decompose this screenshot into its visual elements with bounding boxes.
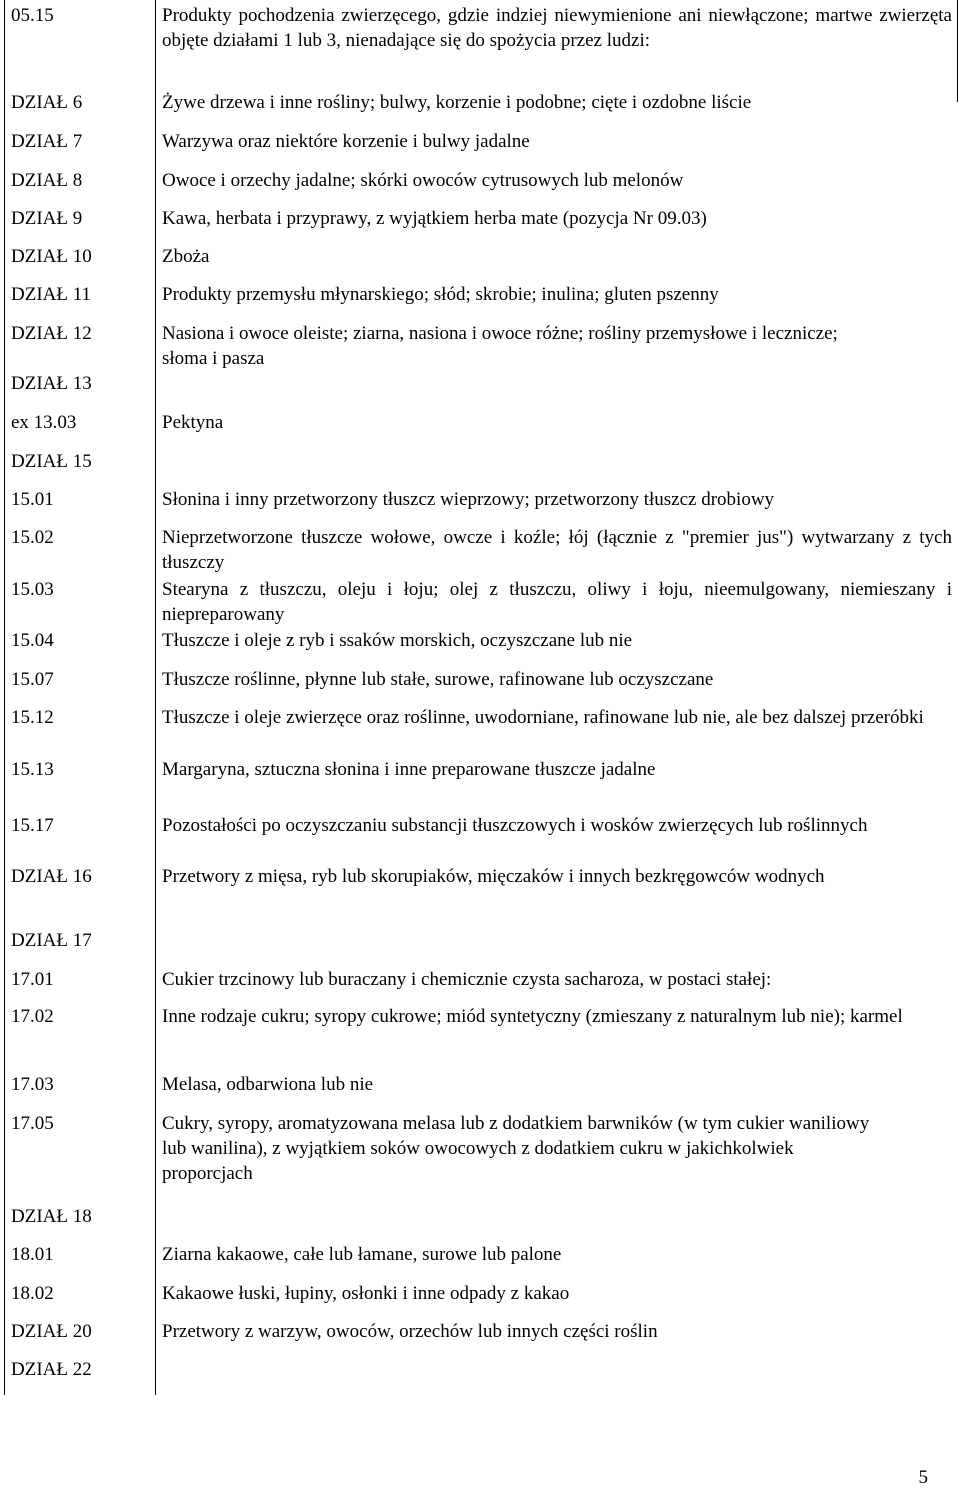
row-description: Cukier trzcinowy lub buraczany i chemicznie czysta sacharoza, w postaci stałej:: [162, 969, 772, 990]
row-code: 17.01: [11, 969, 54, 990]
row-description: Produkty pochodzenia zwierzęcego, gdzie indziej niewymienione ani niewłączone; martwe zwierzęta objęte działami 1 lub 3, nienadające się do spożycia przez ludzi:: [162, 5, 952, 51]
row-code: DZIAŁ 7: [11, 131, 83, 152]
row-code: DZIAŁ 6: [11, 92, 83, 113]
row-description: Owoce i orzechy jadalne; skórki owoców cytrusowych lub melonów: [162, 170, 684, 191]
row-code: 15.01: [11, 489, 54, 510]
row-code: DZIAŁ 18: [11, 1206, 92, 1227]
row-description: Kakaowe łuski, łupiny, osłonki i inne odpady z kakao: [162, 1283, 570, 1304]
row-code: 17.03: [11, 1074, 54, 1095]
table-border-left: [4, 0, 5, 1395]
row-code: DZIAŁ 20: [11, 1321, 92, 1342]
row-description: Cukry, syropy, aromatyzowana melasa lub z dodatkiem barwników (w tym cukier waniliowy lub wanilina), z wyjątkiem soków owocowych z dodatkiem cukru w jakichkolwiek proporcjach: [162, 1113, 870, 1184]
row-description: Stearyna z tłuszczu, oleju i łoju; olej z tłuszczu, oliwy i łoju, nieemulgowany, niemieszany i niepreparowany: [162, 579, 952, 625]
row-code: 15.04: [11, 630, 54, 651]
row-description: Inne rodzaje cukru; syropy cukrowe; miód syntetyczny (zmieszany z naturalnym lub nie); karmel: [162, 1006, 903, 1027]
row-code: DZIAŁ 13: [11, 373, 92, 394]
row-code: 15.03: [11, 579, 54, 600]
row-description: Pozostałości po oczyszczaniu substancji tłuszczowych i wosków zwierzęcych lub roślinnych: [162, 815, 868, 836]
row-description: Nieprzetworzone tłuszcze wołowe, owcze i koźle; łój (łącznie z "premier jus") wytwarzany z tych tłuszczy: [162, 527, 952, 573]
row-description: Kawa, herbata i przyprawy, z wyjątkiem herba mate (pozycja Nr 09.03): [162, 208, 707, 229]
row-code: DZIAŁ 11: [11, 284, 92, 305]
row-description: Przetwory z mięsa, ryb lub skorupiaków, mięczaków i innych bezkręgowców wodnych: [162, 866, 825, 887]
row-description: Produkty przemysłu młynarskiego; słód; skrobie; inulina; gluten pszenny: [162, 284, 719, 305]
row-code: 05.15: [11, 5, 54, 26]
row-description: Słonina i inny przetworzony tłuszcz wieprzowy; przetworzony tłuszcz drobiowy: [162, 489, 775, 510]
row-code: DZIAŁ 22: [11, 1359, 92, 1380]
row-code: DZIAŁ 17: [11, 930, 92, 951]
row-code: 15.13: [11, 759, 54, 780]
row-code: 18.01: [11, 1244, 54, 1265]
row-description: Zboża: [162, 246, 210, 267]
row-code: 15.12: [11, 707, 54, 728]
row-description: Ziarna kakaowe, całe lub łamane, surowe lub palone: [162, 1244, 562, 1265]
row-code: 15.07: [11, 669, 54, 690]
row-code: DZIAŁ 8: [11, 170, 83, 191]
row-code: 17.05: [11, 1113, 54, 1134]
row-code: 15.02: [11, 527, 54, 548]
table-border-middle: [155, 0, 156, 1395]
row-description: Tłuszcze i oleje z ryb i ssaków morskich, oczyszczane lub nie: [162, 630, 633, 651]
row-code: ex 13.03: [11, 412, 77, 433]
row-code: 17.02: [11, 1006, 54, 1027]
row-code: DZIAŁ 10: [11, 246, 92, 267]
row-description: Margaryna, sztuczna słonina i inne preparowane tłuszcze jadalne: [162, 759, 656, 780]
page-number: 5: [918, 1467, 928, 1488]
row-description: Przetwory z warzyw, owoców, orzechów lub innych części roślin: [162, 1321, 658, 1342]
row-code: 15.17: [11, 815, 54, 836]
table-border-right: [957, 0, 958, 102]
row-code: DZIAŁ 15: [11, 451, 92, 472]
row-code: 18.02: [11, 1283, 54, 1304]
row-code: DZIAŁ 12: [11, 323, 92, 344]
row-code: DZIAŁ 9: [11, 208, 83, 229]
row-description: Pektyna: [162, 412, 224, 433]
row-description: Tłuszcze i oleje zwierzęce oraz roślinne, uwodorniane, rafinowane lub nie, ale bez dalszej przeróbki: [162, 707, 924, 728]
row-code: DZIAŁ 16: [11, 866, 92, 887]
row-description: Melasa, odbarwiona lub nie: [162, 1074, 374, 1095]
row-description: Nasiona i owoce oleiste; ziarna, nasiona i owoce różne; rośliny przemysłowe i lecznicze; słoma i pasza: [162, 323, 838, 369]
row-description: Żywe drzewa i inne rośliny; bulwy, korzenie i podobne; cięte i ozdobne liście: [162, 92, 752, 113]
row-description: Warzywa oraz niektóre korzenie i bulwy jadalne: [162, 131, 530, 152]
row-description: Tłuszcze roślinne, płynne lub stałe, surowe, rafinowane lub oczyszczane: [162, 669, 714, 690]
